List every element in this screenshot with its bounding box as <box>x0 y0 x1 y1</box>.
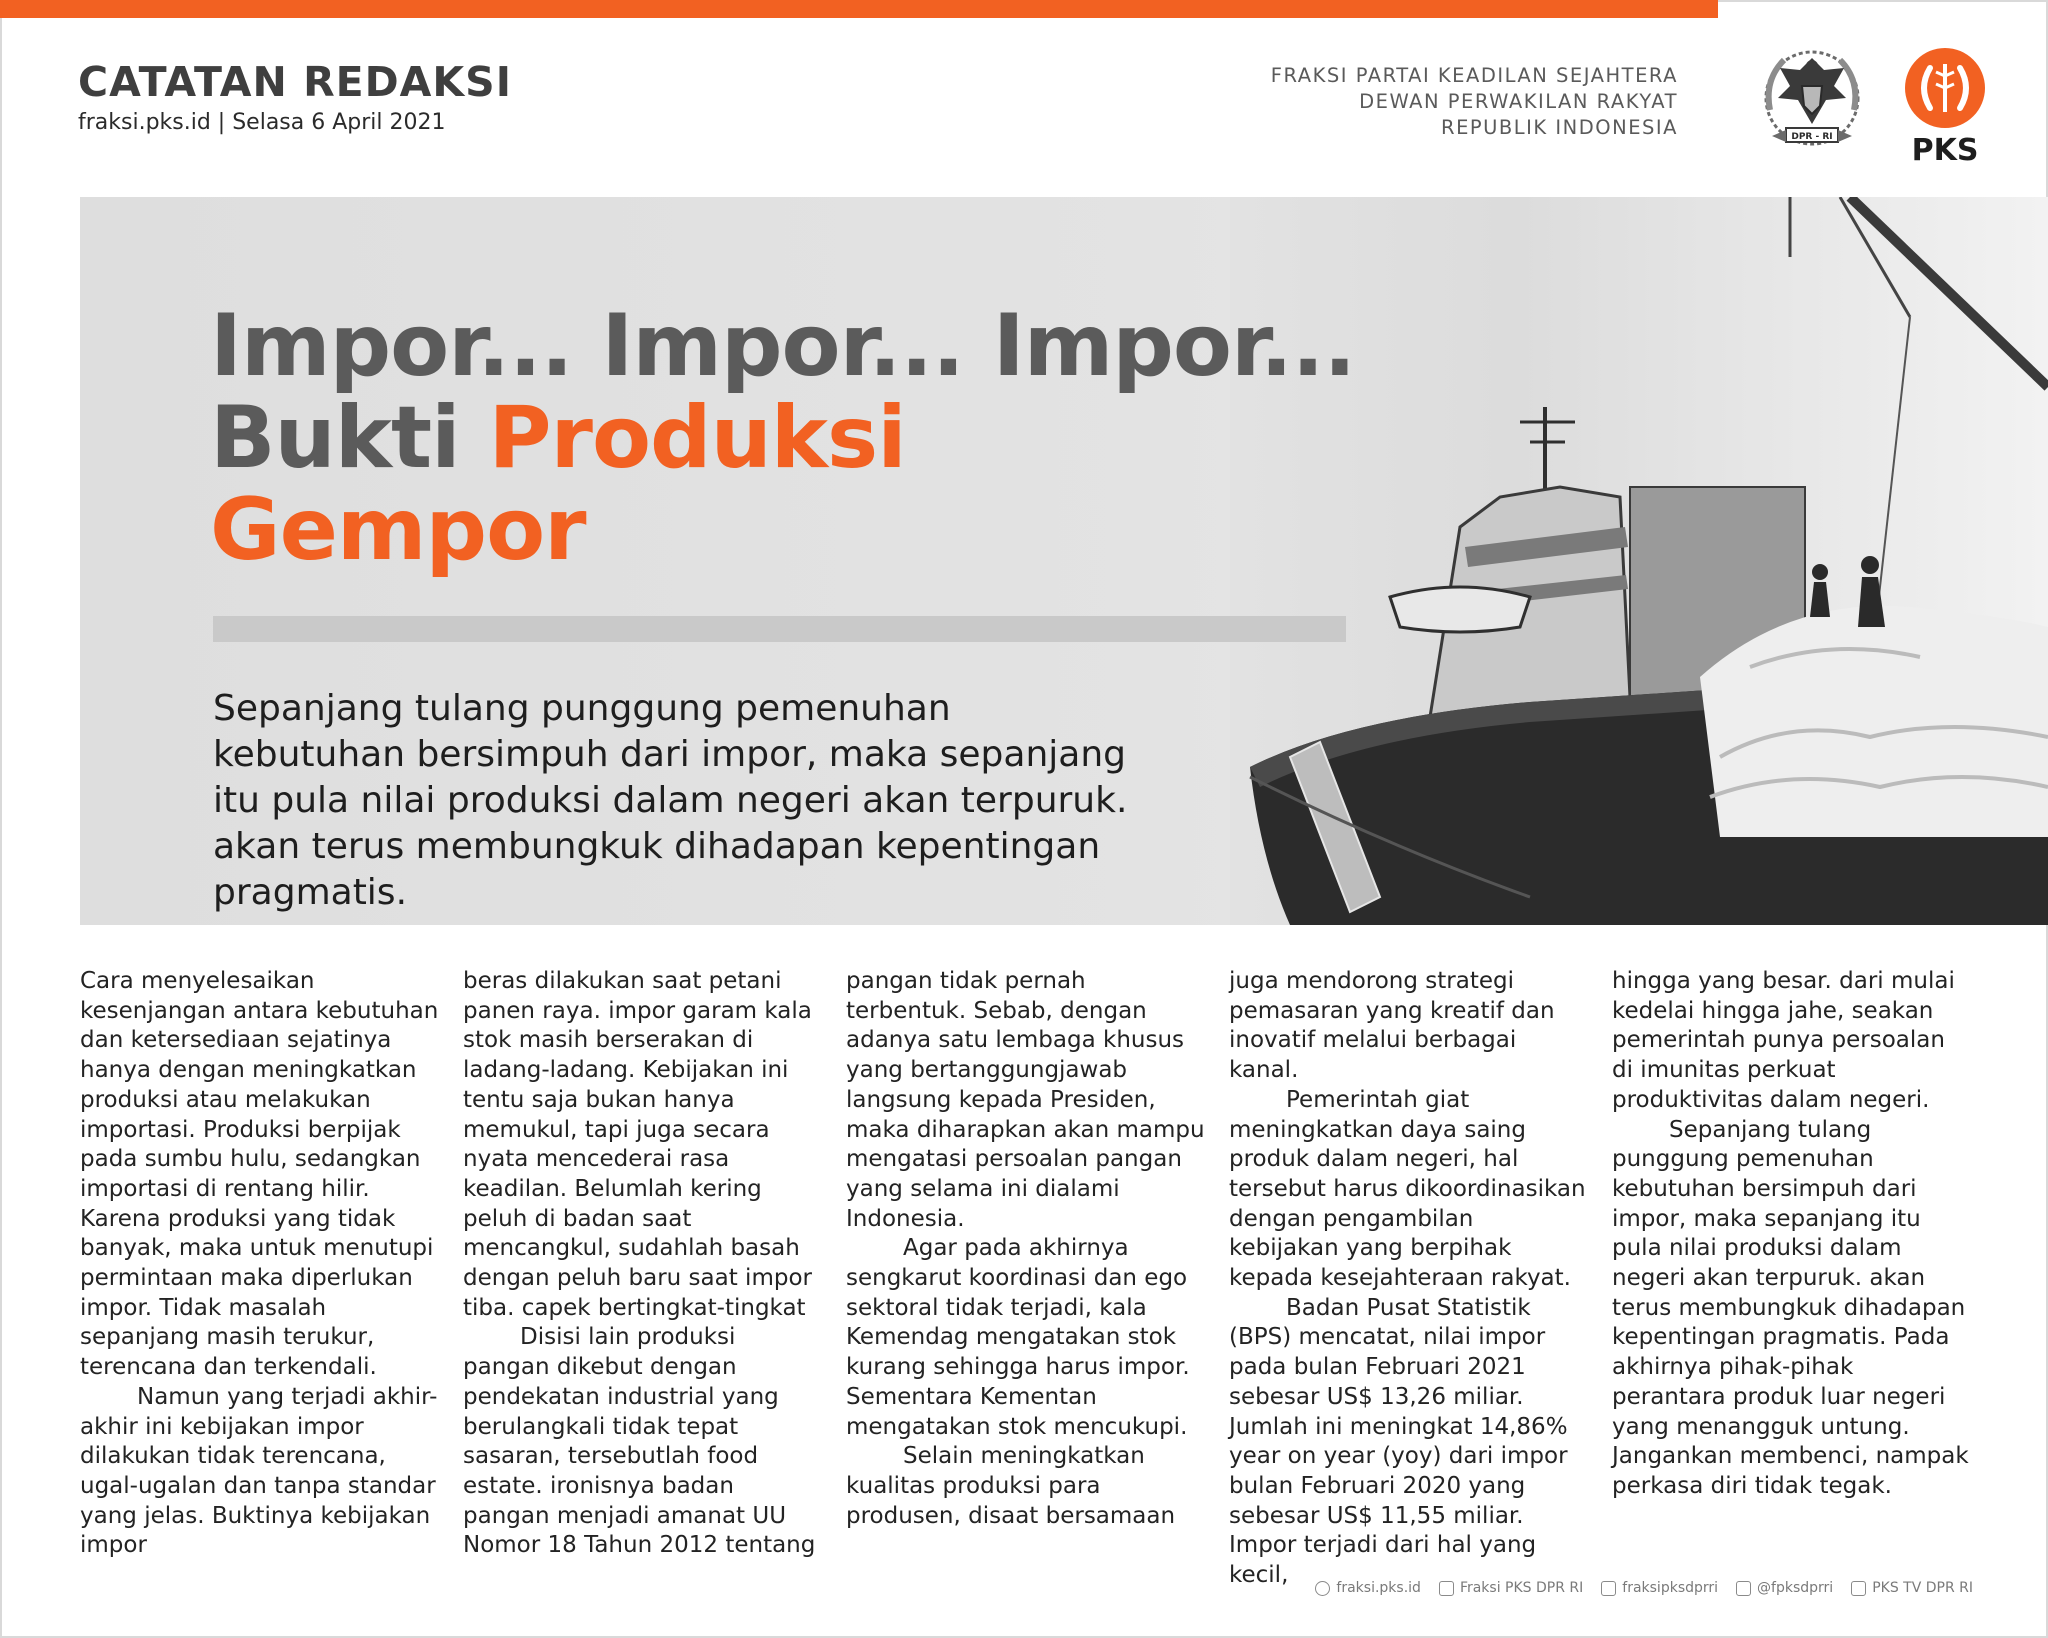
paragraph: juga mendorong strategi pemasaran yang kreatif dan inovatif melalui berbagai kanal. <box>1229 968 1555 1084</box>
globe-icon <box>1315 1581 1330 1596</box>
footer-website-link[interactable] <box>1315 1580 1421 1596</box>
headline-line-2 <box>210 388 1355 488</box>
article-column-4 <box>1229 967 1589 1591</box>
footer-twitter-label: @fpksdprri <box>1757 1580 1834 1596</box>
paragraph: pangan tidak pernah terbentuk. Sebab, dengan adanya satu lembaga khusus yang bertanggungjawab langsung kepada Presiden, maka diharapkan akan mampu mengatasi persoalan pangan yang selama ini dialami Indonesia. <box>846 968 1205 1232</box>
footer-instagram-link[interactable] <box>1601 1580 1718 1596</box>
paragraph: Namun yang terjadi akhir-akhir ini kebijakan impor dilakukan tidak terencana, ugal-ugalan dan tanpa standar yang jelas. Buktinya kebijakan impor <box>80 1383 438 1559</box>
headline-divider <box>213 616 1346 642</box>
footer-instagram-label: fraksipksdprri <box>1622 1580 1719 1596</box>
youtube-icon <box>1851 1581 1866 1596</box>
headline-bukti: Bukti <box>210 388 489 488</box>
lead-paragraph: Sepanjang tulang punggung pemenuhan kebutuhan bersimpuh dari impor, maka sepanjang itu pula nilai produksi dalam negeri akan terpuruk. akan terus membungkuk dihadapan kepentingan pragmatis. <box>213 688 1128 913</box>
dpr-logo-label: DPR - RI <box>1791 132 1833 142</box>
footer-youtube-link[interactable] <box>1851 1580 1973 1596</box>
footer-twitter-link[interactable] <box>1736 1580 1833 1596</box>
paragraph: Badan Pusat Statistik (BPS) mencatat, nilai impor pada bulan Februari 2021 sebesar US$ 13,26 miliar. Jumlah ini meningkat 14,86% year on year (yoy) dari impor bulan Februari 2020 yang sebesar US$ 11,55 miliar. Impor terjadi dari hal yang kecil, <box>1229 1294 1568 1589</box>
footer-facebook-link[interactable] <box>1439 1580 1583 1596</box>
org-line-2: DEWAN PERWAKILAN RAKYAT <box>1359 90 1678 113</box>
paragraph: beras dilakukan saat petani panen raya. impor garam kala stok masih berserakan di ladang-ladang. Kebijakan ini tentu saja bukan hanya memukul, tapi juga secara nyata mencederai rasa keadilan. Belumlah kering peluh di badan saat mencangkul, sudahlah basah dengan peluh baru saat impor tiba. capek bertingkat-tingkat <box>463 968 812 1321</box>
masthead-subtitle: fraksi.pks.id | Selasa 6 April 2021 <box>78 110 446 135</box>
headline-produksi: Produksi <box>488 388 906 488</box>
org-line-3: REPUBLIK INDONESIA <box>1441 116 1678 139</box>
footer-social <box>1315 1580 1973 1596</box>
footer-youtube-label: PKS TV DPR RI <box>1872 1580 1973 1596</box>
org-line-1: FRAKSI PARTAI KEADILAN SEJAHTERA <box>1270 64 1678 87</box>
masthead-title: CATATAN REDAKSI <box>78 58 512 106</box>
article-column-2 <box>463 967 823 1561</box>
paragraph: Pemerintah giat meningkatkan daya saing produk dalam negeri, hal tersebut harus dikoordinasikan dengan pengambilan kebijakan yang berpihak kepada kesejahteraan rakyat. <box>1229 1086 1586 1292</box>
headline-line-1: Impor... Impor... Impor... <box>210 296 1356 396</box>
pks-logo-label: PKS <box>1911 133 1979 164</box>
paragraph: Sepanjang tulang punggung pemenuhan kebutuhan bersimpuh dari impor, maka sepanjang itu pula nilai produksi dalam negeri akan terpuruk. akan terus membungkuk dihadapan kepentingan pragmatis. Pada akhirnya pihak-pihak perantara produk luar negeri yang menangguk untung. Jangankan membenci, nampak perkasa diri tidak tegak. <box>1612 1116 1969 1499</box>
masthead <box>78 58 512 135</box>
facebook-icon <box>1439 1581 1454 1596</box>
paragraph: Disisi lain produksi pangan dikebut dengan pendekatan industrial yang berulangkali tidak tepat sasaran, tersebutlah food estate. ironisnya badan pangan menjadi amanat UU Nomor 18 Tahun 2012 tentang <box>463 1324 816 1559</box>
headline-line-3: Gempor <box>210 480 586 580</box>
pks-logo <box>1900 46 1990 164</box>
headline <box>210 296 1356 580</box>
paragraph: hingga yang besar. dari mulai kedelai hingga jahe, seakan pemerintah punya persoalan di imunitas perkuat produktivitas dalam negeri. <box>1612 968 1955 1113</box>
twitter-icon <box>1736 1581 1751 1596</box>
paragraph: Selain meningkatkan kualitas produksi para produsen, disaat bersamaan <box>846 1443 1176 1529</box>
dpr-ri-logo <box>1750 40 1874 162</box>
paragraph: Agar pada akhirnya sengkarut koordinasi dan ego sektoral tidak terjadi, kala Kemendag mengatakan stok kurang sehingga harus impor. Sementara Kementan mengatakan stok mencukupi. <box>846 1235 1190 1440</box>
instagram-icon <box>1601 1581 1616 1596</box>
organization-block <box>1271 63 1678 141</box>
paragraph: Cara menyelesaikan kesenjangan antara kebutuhan dan ketersediaan sejatinya hanya dengan meningkatkan produksi atau melakukan importasi. Produksi berpijak pada sumbu hulu, sedangkan importasi di rentang hilir. Karena produksi yang tidak banyak, maka untuk menutupi permintaan maka diperlukan impor. Tidak masalah sepanjang masih terukur, terencana dan terkendali. <box>80 968 439 1381</box>
top-accent-bar <box>0 0 1718 18</box>
article-column-3 <box>846 967 1206 1531</box>
article-column-1 <box>80 967 440 1561</box>
article-column-5 <box>1612 967 1972 1502</box>
footer-facebook-label: Fraksi PKS DPR RI <box>1459 1580 1584 1596</box>
footer-website-label: fraksi.pks.id <box>1336 1580 1421 1596</box>
